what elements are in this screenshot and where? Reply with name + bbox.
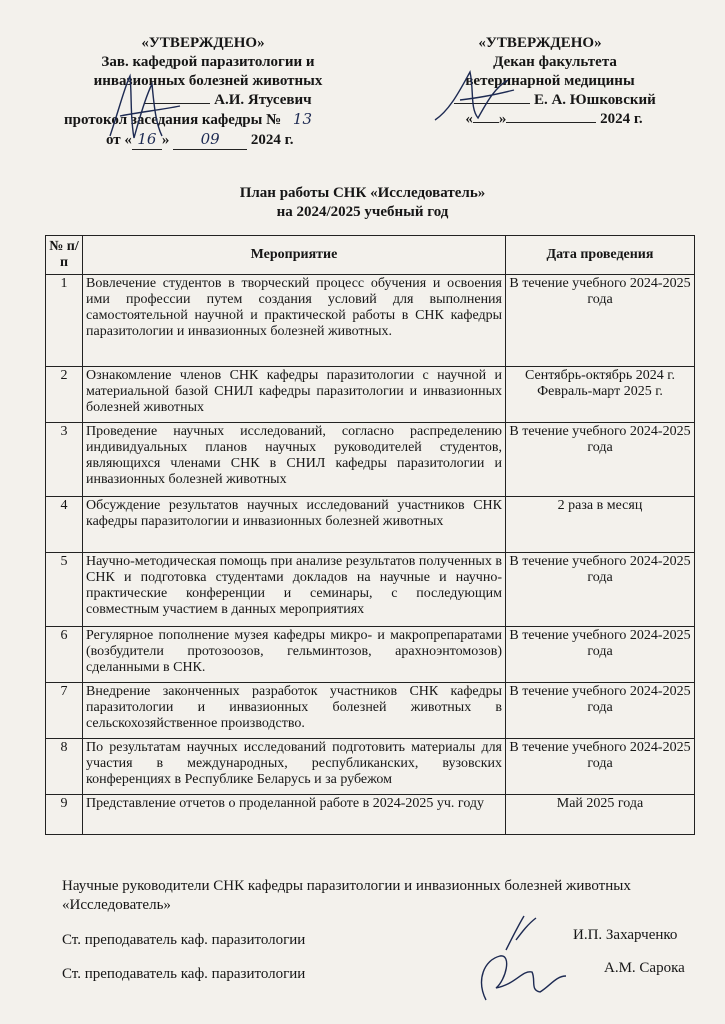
- left-date-day: 16: [132, 130, 162, 150]
- header-activity: Мероприятие: [83, 236, 506, 275]
- row-date: Сентябрь-октябрь 2024 г. Февраль-март 2025 г.: [506, 367, 695, 423]
- table-row: [46, 497, 695, 553]
- left-date-mid: »: [161, 132, 170, 148]
- left-approval-position-line2: инвазионных болезней животных: [93, 73, 323, 89]
- row-date: В течение учебного 2024-2025 года: [506, 423, 695, 497]
- table-row: [46, 367, 695, 423]
- table-row: [46, 627, 695, 683]
- left-protocol-number: 13: [292, 110, 312, 128]
- row-date: В течение учебного 2024-2025 года: [506, 553, 695, 627]
- row-activity: Обсуждение результатов научных исследований участников СНК кафедры паразитологии и инвазионных болезней животных: [83, 497, 506, 553]
- left-signature-mark: [100, 66, 190, 146]
- row-activity: По результатам научных исследований подготовить материалы для участия в международных, республиканских, вузовских конференциях в Республике Беларусь и за рубежом: [83, 739, 506, 795]
- right-date-prefix: «: [465, 111, 473, 127]
- left-approval-position-line1: Зав. кафедрой паразитологии и: [101, 54, 315, 70]
- row-activity: Ознакомление членов СНК кафедры паразитологии с научной и материальной базой СНИЛ кафедры паразитологии и инвазионных болезней животных: [83, 367, 506, 423]
- row-activity: Представление отчетов о проделанной работе в 2024-2025 уч. году: [83, 795, 506, 835]
- row-number: 5: [46, 553, 83, 627]
- row-number: 3: [46, 423, 83, 497]
- row-number: 7: [46, 683, 83, 739]
- table-row: [46, 553, 695, 627]
- right-approval-name: Е. А. Юшковский: [533, 92, 656, 108]
- supervisors-caption: [62, 877, 702, 915]
- document-title-line1: План работы СНК «Исследователь»: [239, 185, 486, 201]
- header-number: № п/п: [46, 236, 83, 275]
- row-date: В течение учебного 2024-2025 года: [506, 275, 695, 367]
- left-date-prefix: от «: [106, 132, 132, 148]
- footer-signature-mark: [466, 910, 576, 1010]
- document-title: [0, 184, 725, 222]
- right-date-year: 2024 г.: [600, 111, 643, 127]
- left-date-month: 09: [173, 130, 247, 150]
- supervisors-line1: Научные руководители СНК кафедры паразитологии и инвазионных болезней животных: [62, 878, 631, 894]
- plan-table: [45, 235, 695, 835]
- row-number: 2: [46, 367, 83, 423]
- table-row: [46, 423, 695, 497]
- right-date-mid: »: [498, 111, 507, 127]
- row-number: 8: [46, 739, 83, 795]
- row-date: 2 раза в месяц: [506, 497, 695, 553]
- row-activity: Вовлечение студентов в творческий процесс обучения и освоения ими профессии путем создания условий для выполнения самостоятельной научной и практической работы в СНК кафедры паразитологии и инвазионных болезней животных.: [83, 275, 506, 367]
- left-approval-name: А.И. Ятусевич: [214, 92, 312, 108]
- left-approval-heading: «УТВЕРЖДЕНО»: [141, 35, 265, 51]
- row-number: 9: [46, 795, 83, 835]
- row-activity: Внедрение законченных разработок участников СНК кафедры паразитологии и инвазионных болезней животных в сельскохозяйственное производство.: [83, 683, 506, 739]
- right-approval-heading: «УТВЕРЖДЕНО»: [478, 35, 602, 51]
- table-row: [46, 683, 695, 739]
- row-activity: Проведение научных исследований, согласно распределению индивидуальных планов научных руководителей студентов, являющихся членами СНК в СНИЛ кафедры паразитологии и инвазионных болезней животных: [83, 423, 506, 497]
- row-activity: Научно-методическая помощь при анализе результатов полученных в СНК и подготовка студентами докладов на научные и научно-практические конференции и семинары, с последующим совместным участием в данных мероприятиях: [83, 553, 506, 627]
- table-row: [46, 275, 695, 367]
- row-date: В течение учебного 2024-2025 года: [506, 739, 695, 795]
- signatory-1-name: И.П. Захарченко: [573, 927, 678, 943]
- row-number: 6: [46, 627, 83, 683]
- row-number: 4: [46, 497, 83, 553]
- left-protocol-prefix: протокол заседания кафедры №: [64, 112, 282, 128]
- table-header-row: [46, 236, 695, 275]
- row-date: Май 2025 года: [506, 795, 695, 835]
- signatory-2-name: А.М. Сарока: [604, 960, 685, 976]
- row-number: 1: [46, 275, 83, 367]
- supervisors-line2: «Исследователь»: [62, 897, 171, 913]
- header-date: Дата проведения: [506, 236, 695, 275]
- signatory-2-title: Ст. преподаватель каф. паразитологии: [62, 966, 306, 982]
- signatory-1-title: Ст. преподаватель каф. паразитологии: [62, 932, 306, 948]
- row-activity: Регулярное пополнение музея кафедры микро- и макропрепаратами (возбудители протозоозов, гельминтозов, арахноэнтомозов) сделанными в СНК.: [83, 627, 506, 683]
- right-signature-mark: [430, 60, 520, 130]
- right-approval-position-line1: Декан факультета: [493, 54, 617, 70]
- table-row: [46, 795, 695, 835]
- left-date-year: 2024 г.: [250, 132, 294, 148]
- table-row: [46, 739, 695, 795]
- row-date: В течение учебного 2024-2025 года: [506, 627, 695, 683]
- right-approval-position-line2: ветеринарной медицины: [465, 73, 635, 89]
- row-date: В течение учебного 2024-2025 года: [506, 683, 695, 739]
- document-title-line2: на 2024/2025 учебный год: [276, 204, 449, 220]
